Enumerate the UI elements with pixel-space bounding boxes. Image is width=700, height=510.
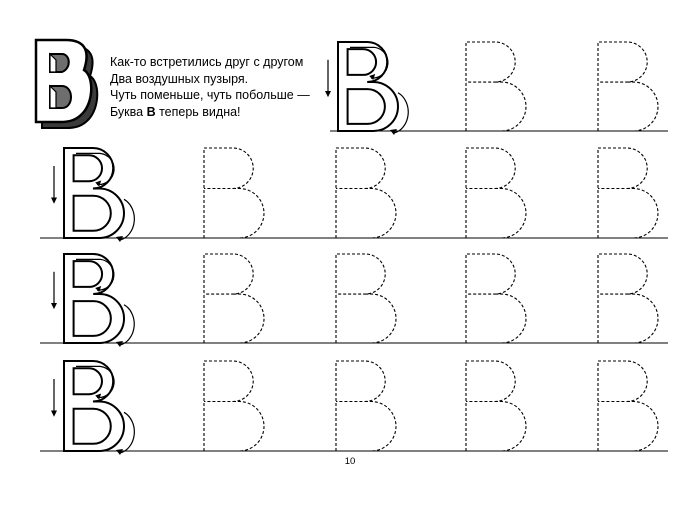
tracing-letter-v	[598, 42, 658, 131]
tracing-letter-v	[466, 42, 526, 131]
tracing-letter-v	[204, 254, 264, 343]
arrow-head-icon	[325, 91, 331, 97]
model-letter-v	[338, 42, 398, 131]
practice-row	[40, 361, 668, 455]
poem-line-2: Два воздушных пузыря.	[110, 71, 249, 86]
poem-line-3: Чуть поменьше, чуть побольше —	[110, 88, 310, 102]
arrow-head-icon	[95, 394, 101, 400]
tracing-letter-v	[336, 361, 396, 451]
arrow-head-icon	[95, 286, 101, 292]
arrow-head-icon	[51, 411, 57, 417]
tracing-letter-v	[466, 254, 526, 343]
arrow-head-icon	[369, 74, 375, 80]
tracing-letter-v	[598, 148, 658, 238]
tracing-letter-v	[336, 254, 396, 343]
arrow-head-icon	[51, 198, 57, 204]
tracing-letter-v	[598, 361, 658, 451]
tracing-letter-v	[204, 148, 264, 238]
tracing-letter-v	[336, 148, 396, 238]
practice-row	[40, 254, 668, 347]
poem-letter-highlight: В	[146, 104, 156, 119]
practice-row	[325, 42, 668, 135]
poem-line-4-end: теперь видна!	[155, 104, 241, 119]
arrow-head-icon	[95, 181, 101, 187]
poem-line-1: Как-то встретились друг с другом	[110, 55, 304, 69]
tracing-letter-v	[466, 361, 526, 451]
arrow-head-icon	[51, 303, 57, 309]
tracing-letter-v	[204, 361, 264, 451]
model-letter-v	[64, 361, 124, 451]
tracing-letter-v	[466, 148, 526, 238]
page-number: 10	[344, 456, 356, 467]
model-letter-v	[64, 148, 124, 238]
practice-row	[40, 148, 668, 242]
model-letter-v	[64, 254, 124, 343]
poem-line-4-start: Буква	[110, 104, 147, 119]
tracing-letter-v	[598, 254, 658, 343]
